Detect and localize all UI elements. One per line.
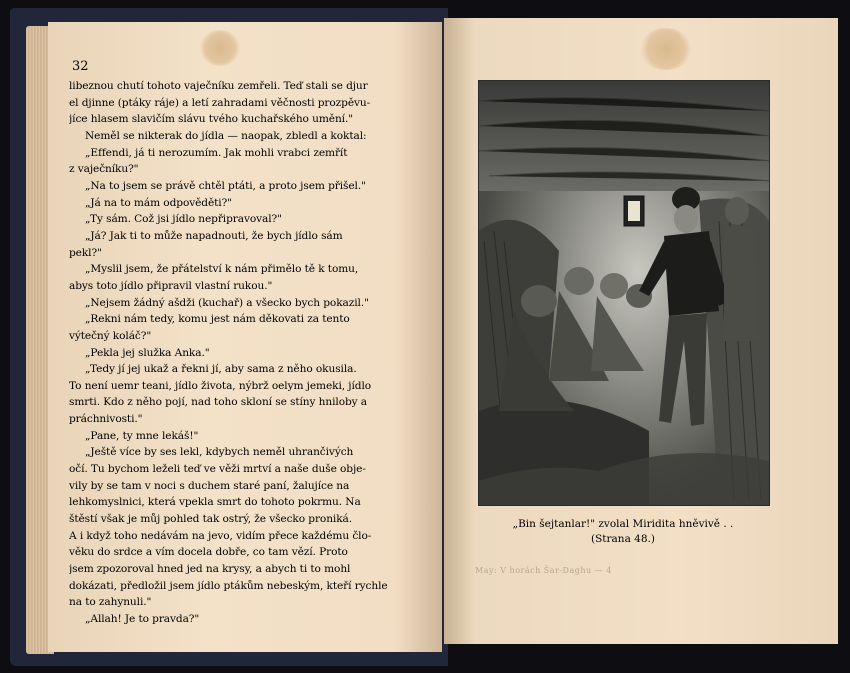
- text-line: „Já na to mám odpověděti?": [85, 196, 232, 209]
- caption-page-ref: (Strana 48.): [591, 533, 655, 545]
- text-line: věku do srdce a vím docela dobře, co tam vězí. Proto: [69, 546, 348, 559]
- text-line: „Ty sám. Což jsi jídlo nepřipravoval?": [85, 213, 282, 226]
- text-line: práchnivosti.": [69, 413, 143, 426]
- text-line: vily by se tam v noci s duchem staré paní, žalujíce na: [69, 479, 350, 492]
- text-line: pekl?": [69, 246, 102, 259]
- text-line: „Allah! Je to pravda?": [85, 613, 200, 625]
- text-line: Neměl se nikterak do jídla — naopak, zbledl a koktal:: [85, 129, 367, 142]
- caption-text: „Bin šejtanlar!" zvolal Miridita hněvivě . .: [512, 518, 734, 530]
- text-line: „Effendi, já ti nerozumím. Jak mohli vrabci zemřít: [85, 146, 348, 159]
- illustration: [478, 80, 770, 506]
- text-line: „Já? Jak ti to může napadnouti, že bych jídlo sám: [85, 229, 343, 242]
- text-line: „Na to jsem se právě chtěl ptáti, a proto jsem přišel.": [85, 179, 366, 192]
- text-line: „Pekla jej služka Anka.": [85, 346, 210, 359]
- text-line: el djinne (ptáky ráje) a letí zahradami věčnosti prozpěvu-: [69, 96, 371, 109]
- paper-stain: [640, 28, 692, 70]
- text-line: jsem zpozoroval hned jed na krysy, a abych ti to mohl: [69, 563, 351, 576]
- text-line: jíce hlasem slavičím slávu tvého kuchařského umění.": [69, 113, 353, 126]
- text-line: dokázati, předložil jsem jídlo ptákům nebeským, kteří rychle: [69, 579, 388, 592]
- text-line: očí. Tu bychom leželi teď ve věži mrtví a naše duše obje-: [69, 463, 366, 476]
- text-line: lehkomyslnici, která vpekla smrt do tohoto pokrmu. Na: [69, 496, 361, 509]
- page-number: 32: [72, 59, 89, 74]
- text-line: To není uemr teani, jídlo života, nýbrž oelym jemeki, jídlo: [69, 379, 372, 392]
- text-line: smrti. Kdo z něho pojí, nad toho skloní se stíny hniloby a: [69, 396, 368, 409]
- text-line: „Pane, ty mne lekáš!": [85, 429, 199, 442]
- page-footer: May: V horách Šar-Daghu — 4: [475, 566, 612, 575]
- text-line: libeznou chutí tohoto vaječníku zemřeli. Teď stali se djur: [69, 80, 368, 92]
- text-line: štěstí však je můj pohled tak ostrý, že všecko proniká.: [69, 513, 353, 526]
- text-line: „Nejsem žádný ašdži (kuchař) a všecko bych pokazil.": [85, 296, 369, 309]
- text-line: „Tedy jí jej ukaž a řekni jí, aby sama z něho okusila.: [85, 363, 357, 376]
- text-line: z vaječníku?": [69, 163, 139, 176]
- text-line: A i když toho nedávám na jevo, vidím přece každému člo-: [69, 529, 372, 542]
- paper-stain: [200, 30, 240, 66]
- text-line: „Ještě více by ses lekl, kdybych neměl uhrančivých: [85, 446, 354, 459]
- text-line: na to zahynuli.": [69, 596, 152, 609]
- text-line: „Rekni nám tedy, komu jest nám děkovati za tento: [85, 313, 350, 326]
- text-line: výtečný koláč?": [69, 329, 152, 342]
- text-line: abys toto jídlo připravil vlastní rukou.": [69, 279, 273, 292]
- text-line: „Myslil jsem, že přátelství k nám přimělo tě k tomu,: [85, 263, 359, 276]
- left-page-text: [69, 78, 429, 628]
- illustration-caption: [470, 517, 776, 547]
